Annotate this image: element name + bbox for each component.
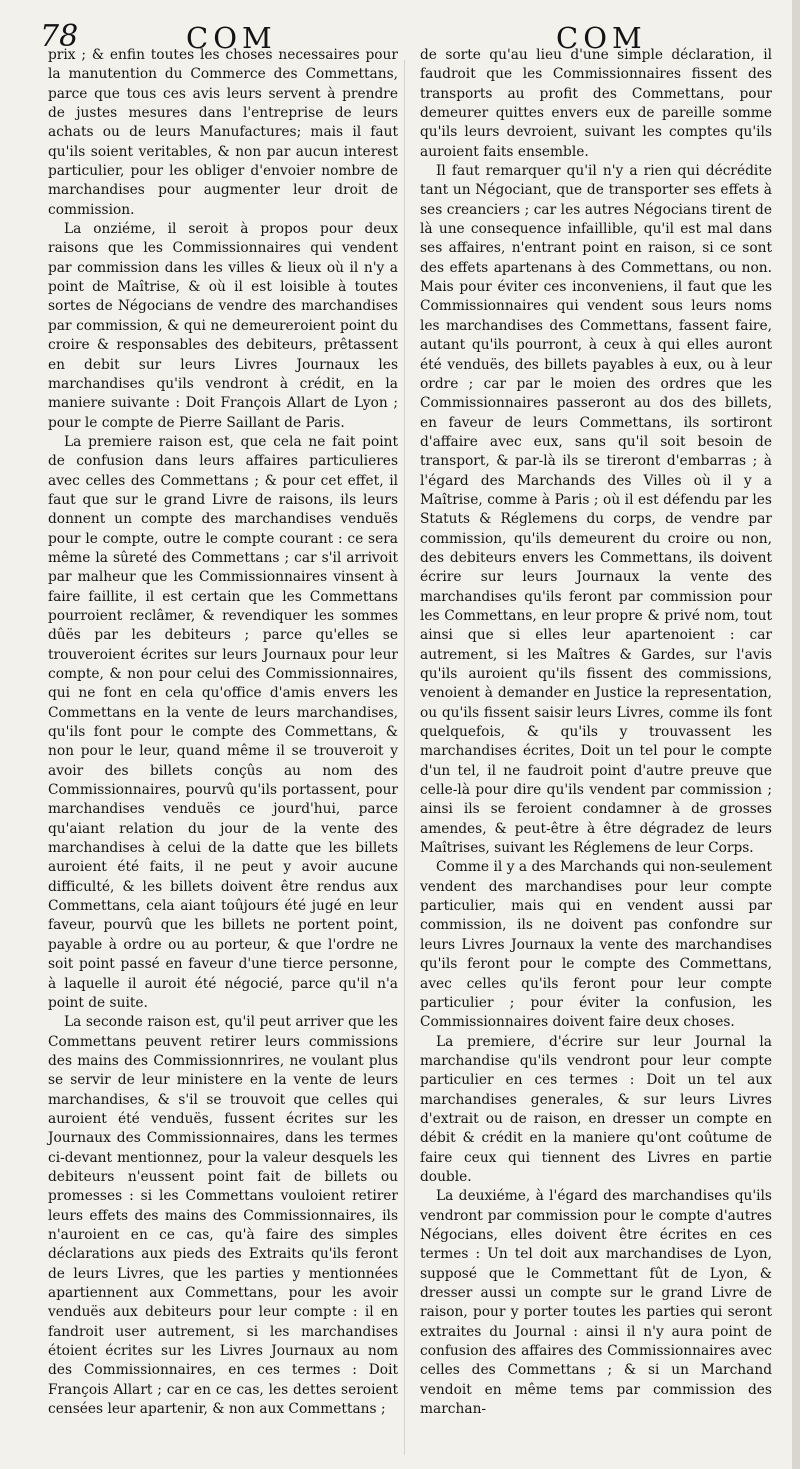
page-edge (792, 0, 800, 1469)
column-gutter (404, 60, 405, 1455)
paragraph: La onziéme, il seroit à propos pour deux raisons que les Commissionnaires qui vendent par commission dans les villes & lieux où il n'y a point de Maîtrise, & où il est loisible à toutes sortes de Négocians de vendre des marchandises par commission, & qui ne demeureroient point du croire & responsables des debiteurs, prêtassent en debit sur leurs Livres Journaux les marchandises qu'ils vendront à crédit, en la maniere suivante : Doit François Allart de Lyon ; pour le compte de Pierre Saillant de Paris. (48, 221, 398, 431)
paragraph: prix ; & enfin toutes les choses necessaires pour la manutention du Commerce des Commettans, parce que tous ces avis leurs servent à prendre de justes mesures dans l'entreprise de leurs achats ou de leurs Manufactures; mais il faut qu'ils soient veritables, & non par aucun interest particulier, pour les obliger d'envoier nombre de marchandises pour augmenter leur droit de commission. (48, 47, 398, 218)
paragraph: Il faut remarquer qu'il n'y a rien qui décrédite tant un Négociant, que de transporter ses effets à ses creanciers ; car les autres Négocians tirent de là une consequence infaillible, qu'il est mal dans ses affaires, n'entrant point en raison, si ce sont des effets apartenans à des Commettans, ou non. Mais pour éviter ces inconveniens, il faut que les Commissionnaires qui vendent sous leurs noms les marchandises des Commettans, fassent faire, autant qu'ils pourront, à ceux à qui elles auront été venduës, des billets payables à eux, ou à leur ordre ; car par le moien des ordres que les Commissionnaires passeront au dos des billets, en faveur de leurs Commettans, ils sortiront d'affaire avec eux, sans qu'il soit besoin de transport, & par-là ils se tireront d'embarras ; à l'égard des Marchands des Villes où il y a Maîtrise, comme à Paris ; où il est défendu par les Statuts & Réglemens du corps, de vendre par commission, qu'ils demeurent du croire ou non, des debiteurs envers les Commettans, ils doivent écrire sur leurs Journaux la vente des marchandises qu'ils feront par commission pour les Commettans, en leur propre & privé nom, tout ainsi que si elles leur apartenoient : car autrement, si les Maîtres & Gardes, sur l'avis qu'ils auroient qu'ils fissent des commissions, venoient à demander en Justice la representation, ou qu'ils fissent saisir leurs Livres, comme ils font quelquefois, & qu'ils y trouvassent les marchandises écrites, Doit un tel pour le compte d'un tel, il ne faudroit point d'autre preuve que celle-là pour dire qu'ils vendent par commission ; ainsi ils se feroient condamner à de grosses amendes, & peut-être à être dégradez de leurs Maîtrises, suivant les Réglemens de leur Corps. (420, 163, 772, 857)
paragraph: La deuxiéme, à l'égard des marchandises qu'ils vendront par commission pour le compte d'autres Négocians, elles doivent être écrites en ces termes : Un tel doit aux marchandises de Lyon, supposé que le Commettant fût de Lyon, & dresser aussi un compte sur le grand Livre de raison, pour y porter toutes les parties qui seront extraites du Journal : ainsi il n'y aura point de confusion des affaires des Commissionnaires avec celles des Commettans ; & si un Marchand vendoit en même tems par commission des marchan- (420, 1188, 772, 1418)
running-head-right: COM (556, 21, 647, 55)
paragraph: La premiere, d'écrire sur leur Journal la marchandise qu'ils vendront pour leur compte particulier en ces termes : Doit un tel aux marchandises generales, & sur leurs Livres d'extrait ou de raison, en dresser un compte en débit & crédit en la maniere qu'ont coûtume de faire ceux qui tiennent des Livres en partie double. (420, 1033, 772, 1185)
paragraph: La premiere raison est, que cela ne fait point de confusion dans leurs affaires particulieres avec celles des Commettans ; & pour cet effet, il faut que sur le grand Livre de raisons, ils leurs donnent un compte des marchandises venduës pour le compte, outre le compte courant : ce sera même la sûreté des Commettans ; car s'il arrivoit par malheur que les Commissionnaires vinsent à faire faillite, il est certain que les Commettans pourroient reclâmer, & revendiquer les sommes dûës par les debiteurs ; parce qu'elles se trouveroient écrites sur leurs Journaux pour leur compte, & non pour celui des Commissionnaires, qui ne font en cela qu'office d'amis envers les Commettans en la vente de leurs marchandises, qu'ils font pour le compte des Commettans, & non pour le leur, quand même il se trouveroit y avoir des billets conçûs au nom des Commissionnaires, pourvû qu'ils portassent, pour marchandises venduës ce jourd'hui, parce qu'aiant relation du jour de la vente des marchandises à celui de la datte que les billets auroient été faits, il ne peut y avoir aucune difficulté, & les billets doivent être rendus aux Commettans, cela aiant toûjours été jugé en leur faveur, pourvû que les billets ne portent point, payable à ordre ou au porteur, & que l'ordre ne soit point passé en faveur d'une tierce personne, à laquelle il auroit été négocié, parce qu'il n'a point de suite. (48, 433, 398, 1011)
running-head-left: COM (186, 21, 277, 55)
paragraph: La seconde raison est, qu'il peut arriver que les Commettans peuvent retirer leurs commissions des mains des Commissionnrires, ne voulant plus se servir de leur ministere en la vente de leurs marchandises, & s'il se trouvoit que celles qui auroient été venduës, fussent écrites sur les Journaux des Commissionnaires, dans les termes ci-devant mentionnez, pour la valeur desquels les debiteurs n'eussent point fait de billets ou promesses : si les Commettans vouloient retirer leurs effets des mains des Commissionnaires, ils n'auroient en ce cas, qu'à faire des simples déclarations aux pieds des Extraits qu'ils feront de leurs Livres, que les parties y mentionnées apartiennent aux Commettans, pour les avoir venduës aux debiteurs pour leur compte : il en fandroit user autrement, si les marchandises étoient écrites sur les Livres Journaux au nom des Commissionnaires, en ces termes : Doit François Allart ; car en ce cas, les dettes seroient censées leur apartenir, & non aux Commettans ; (48, 1014, 398, 1418)
right-column (420, 46, 772, 1419)
page-number: 78 (40, 19, 79, 54)
left-column (48, 46, 398, 1419)
paragraph: Comme il y a des Marchands qui non-seulement vendent des marchandises pour leur compte particulier, mais qui en vendent aussi par commission, ils ne doivent pas confondre sur leurs Livres Journaux la vente des marchandises qu'ils feront pour le compte des Commettans, avec celles qu'ils feront pour leur compte particulier ; pour éviter la confusion, les Commissionnaires doivent faire deux choses. (420, 859, 772, 1031)
paragraph: de sorte qu'au lieu d'une simple déclaration, il faudroit que les Commissionnaires fissent des transports au profit des Commettans, pour demeurer quittes envers eux de pareille somme qu'ils leurs devroient, suivant les comptes qu'ils auroient faits ensemble. (420, 47, 772, 160)
